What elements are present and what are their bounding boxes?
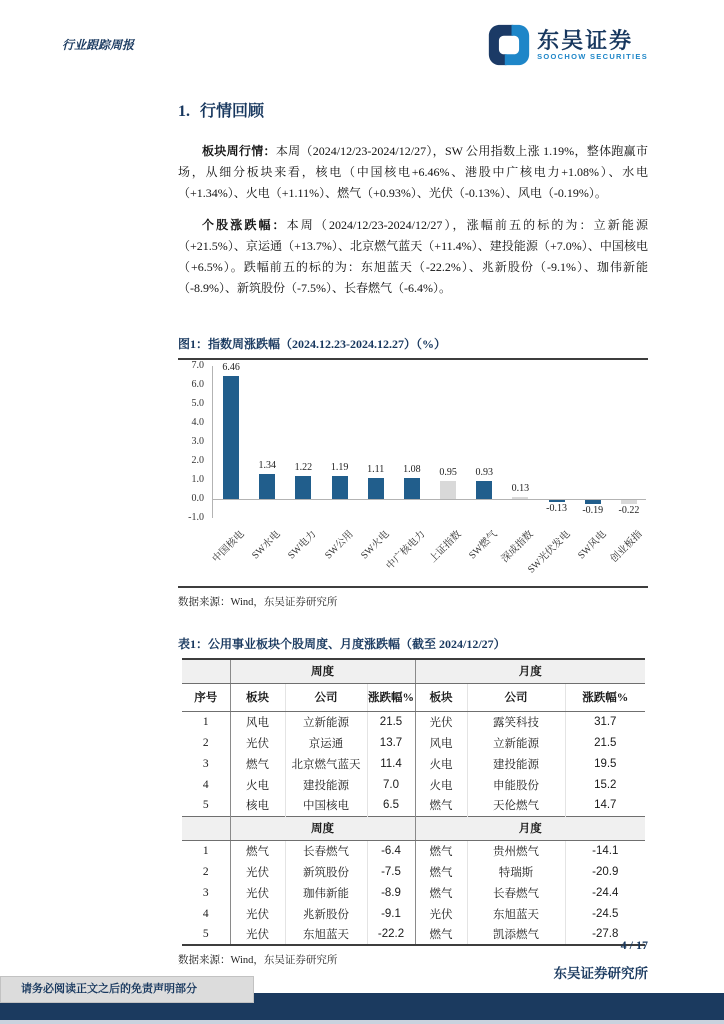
table-cell: 燃气: [230, 840, 285, 861]
x-axis-line: [213, 499, 646, 500]
chart-bar: [621, 500, 637, 504]
y-tick-label: -1.0: [188, 512, 204, 523]
report-body: [178, 0, 648, 967]
category-label: 中广核电力: [384, 528, 428, 572]
table-row: [182, 753, 645, 774]
table-cell: 火电: [415, 753, 467, 774]
table-cell: 光伏: [230, 882, 285, 903]
table-row: [182, 840, 645, 861]
table-cell: 燃气: [415, 924, 467, 945]
table-cell: 光伏: [415, 711, 467, 732]
bar-value-label: 6.46: [222, 362, 240, 374]
figure1-caption: [178, 335, 648, 358]
chart-bar: [368, 478, 384, 499]
category-label: SW电力: [286, 528, 320, 562]
category-label: SW光伏发电: [525, 528, 573, 576]
table-cell: -9.1: [367, 903, 415, 924]
table-cell: [182, 659, 230, 683]
bar-value-label: -0.13: [546, 503, 567, 515]
table1-source: 数据来源：Wind，东吴证券研究所: [178, 955, 338, 966]
chart-bar: [332, 476, 348, 499]
y-tick-label: 6.0: [191, 379, 204, 390]
bar-value-label: 0.93: [475, 467, 493, 479]
table-cell: 长春燃气: [467, 882, 565, 903]
table-cell: 11.4: [367, 753, 415, 774]
y-tick-label: 7.0: [191, 360, 204, 371]
section-title-text: 行情回顾: [200, 103, 265, 120]
table-cell: 光伏: [230, 903, 285, 924]
paragraph-text: 本周（2024/12/23-2024/12/27），涨幅前五的标的为：立新能源（+21.5%）、京运通（+13.7%）、北京燃气蓝天（+11.4%）、建投能源（+7.0%）、中国核电（+6.5%）。跌幅前五的标的为：东旭蓝天（-22.2%）、兆新股份（-9.1%）、珈伟新能（-8.9%）、新筑股份（-7.5%）、长春燃气（-6.4%）。: [178, 218, 648, 295]
table-cell: 珈伟新能: [285, 882, 367, 903]
chart-bar: [295, 476, 311, 499]
table-cell: 涨跌幅%: [367, 683, 415, 711]
category-label: 深成指数: [499, 528, 537, 565]
table-cell: -27.8: [592, 928, 619, 940]
disclaimer-note: 请务必阅读正文之后的免责声明部分: [0, 976, 254, 1003]
bar-chart: [178, 360, 648, 582]
table-cell: 31.7: [594, 715, 617, 728]
category-label: 上证指数: [427, 528, 464, 565]
section-number: 1.: [178, 103, 190, 120]
table-cell: 北京燃气蓝天: [285, 753, 367, 774]
category-label: SW风电: [575, 528, 609, 562]
table-cell: 风电: [230, 711, 285, 732]
bar-value-label: -0.22: [618, 505, 640, 517]
table-cell: 燃气: [415, 795, 467, 816]
table-cell: 公司: [285, 683, 367, 711]
table-cell: -14.1: [592, 844, 619, 857]
chart-plot: [212, 362, 646, 518]
table-cell: 涨跌幅%: [565, 683, 645, 711]
table-row: [182, 795, 645, 816]
table-cell: 13.7: [367, 732, 415, 753]
table-cell: 中国核电: [285, 795, 367, 816]
table-cell: 燃气: [230, 753, 285, 774]
table-cell: [182, 816, 230, 840]
table-row: [182, 774, 645, 795]
table-cell: -20.9: [592, 865, 619, 878]
table-cell: 4: [182, 903, 230, 924]
chart-bar: [512, 497, 528, 499]
table-row: [182, 903, 645, 924]
table-cell: 贵州燃气: [467, 840, 565, 861]
table-cell: 京运通: [285, 732, 367, 753]
table-cell: 申能股份: [467, 774, 565, 795]
table-row: [182, 924, 645, 945]
category-label: SW火电: [358, 528, 392, 562]
bar-value-label: 0.13: [511, 482, 530, 494]
chart-x-axis-labels: [212, 522, 646, 582]
table-cell: 周度: [230, 816, 415, 840]
page-number: 4 / 17: [620, 938, 648, 952]
table-cell: 1: [182, 711, 230, 732]
chart-bar: [476, 481, 492, 499]
bar-value-label: -0.19: [582, 504, 604, 516]
table-row: [182, 861, 645, 882]
institute-name: 东吴证券研究所: [553, 966, 648, 981]
paragraph-lead: 个股涨跌幅：: [202, 218, 287, 232]
table-cell: 5: [182, 924, 230, 945]
table1-title-text: 公用事业板块个股周度、月度涨跌幅（截至 2024/12/27）: [208, 637, 506, 651]
table-cell: 2: [182, 732, 230, 753]
table1-caption: [178, 635, 648, 658]
table-cell: 3: [182, 753, 230, 774]
table-cell: 序号: [182, 683, 230, 711]
chart-bar: [440, 481, 456, 499]
table-cell: 4: [182, 774, 230, 795]
table-cell: 燃气: [415, 861, 467, 882]
bar-value-label: 0.95: [439, 466, 457, 478]
table-cell: 兆新股份: [285, 903, 367, 924]
table-cell: 建投能源: [467, 753, 565, 774]
table-cell: 1: [182, 840, 230, 861]
table-cell: 公司: [467, 683, 565, 711]
table-cell: 15.2: [594, 778, 617, 791]
table-cell: 19.5: [594, 757, 617, 770]
table-cell: -24.4: [592, 886, 619, 899]
table-cell: -22.2: [367, 924, 415, 945]
figure1-label: 图1：: [178, 337, 209, 351]
table1: [182, 658, 645, 946]
bar-value-label: 1.34: [258, 459, 276, 471]
paragraph-sector-weekly: [178, 141, 648, 204]
y-tick-label: 5.0: [191, 398, 204, 409]
report-type-label: 行业跟踪周报: [62, 38, 135, 52]
table-cell: 建投能源: [285, 774, 367, 795]
table-row: [182, 882, 645, 903]
table-band-row: [182, 816, 645, 840]
table-header-row: [182, 683, 645, 711]
figure1: [178, 335, 648, 609]
table-cell: 东旭蓝天: [467, 903, 565, 924]
y-tick-label: 3.0: [191, 436, 204, 447]
table-cell: 14.7: [594, 799, 617, 812]
table-cell: 21.5: [594, 736, 617, 749]
table-cell: -24.5: [592, 907, 619, 920]
table-cell: 长春燃气: [285, 840, 367, 861]
figure1-source: 数据来源：Wind，东吴证券研究所: [178, 597, 338, 608]
brand-name-cn: 东吴证券: [537, 27, 634, 53]
table-cell: 火电: [415, 774, 467, 795]
footer-bottom-strip: [0, 1020, 724, 1024]
category-label: 中国核电: [210, 528, 247, 565]
y-tick-label: 1.0: [191, 474, 204, 485]
category-label: SW燃气: [467, 528, 500, 562]
table-cell: 5: [182, 795, 230, 816]
table-cell: 凯添燃气: [467, 924, 565, 945]
table-cell: 立新能源: [467, 732, 565, 753]
table-cell: 3: [182, 882, 230, 903]
category-label: SW公用: [322, 528, 356, 562]
table-cell: 燃气: [415, 840, 467, 861]
table-row: [182, 711, 645, 732]
paragraph-text: 本周（2024/12/23-2024/12/27），SW 公用指数上涨 1.19%，整体跑赢市场，从细分板块来看，核电（中国核电+6.46%、港股中广核电力+1.08%）、水电（+1.34%）、火电（+1.11%）、燃气（+0.93%）、光伏（-0.13%）、风电（-0.19%）。: [178, 144, 648, 200]
table-cell: 立新能源: [285, 711, 367, 732]
table-cell: 光伏: [230, 924, 285, 945]
table-band-row: [182, 659, 645, 683]
table-cell: 周度: [230, 659, 415, 683]
table-cell: 光伏: [230, 861, 285, 882]
category-label: SW水电: [250, 528, 283, 562]
section-title: [178, 98, 648, 121]
table-cell: 板块: [415, 683, 467, 711]
paragraph-lead: 板块周行情：: [202, 144, 276, 158]
figure1-chart-area: [178, 360, 648, 588]
table-cell: 东旭蓝天: [285, 924, 367, 945]
table-cell: 月度: [415, 816, 645, 840]
table-cell: 光伏: [415, 903, 467, 924]
table-cell: 2: [182, 861, 230, 882]
table-cell: 月度: [415, 659, 645, 683]
y-tick-label: 2.0: [191, 455, 204, 466]
bar-value-label: 1.19: [330, 462, 349, 474]
bar-value-label: 1.11: [367, 463, 385, 475]
table-cell: 风电: [415, 732, 467, 753]
table-cell: -8.9: [367, 882, 415, 903]
chart-bar: [549, 500, 565, 502]
bar-value-label: 1.22: [294, 461, 313, 473]
chart-y-axis: [178, 360, 210, 523]
figure1-title-text: 指数周涨跌幅（2024.12.23-2024.12.27）（%）: [208, 337, 447, 351]
paragraph-stock-moves: [178, 215, 648, 299]
y-tick-label: 0.0: [191, 493, 204, 504]
table-cell: 板块: [230, 683, 285, 711]
brand-name-en: SOOCHOW SECURITIES: [537, 52, 648, 62]
table-cell: 21.5: [367, 711, 415, 732]
table-cell: 核电: [230, 795, 285, 816]
table1-label: 表1：: [178, 637, 209, 651]
table-cell: 燃气: [415, 882, 467, 903]
y-tick-label: 4.0: [191, 417, 204, 428]
table-cell: 天伦燃气: [467, 795, 565, 816]
table-row: [182, 732, 645, 753]
chart-bar: [259, 474, 275, 499]
table-cell: 火电: [230, 774, 285, 795]
table1-block: [178, 635, 648, 967]
table-cell: 特瑞斯: [467, 861, 565, 882]
table-cell: 光伏: [230, 732, 285, 753]
chart-bar: [585, 500, 601, 504]
table-cell: 7.0: [367, 774, 415, 795]
chart-bar: [223, 376, 239, 499]
bar-value-label: 1.08: [403, 464, 421, 476]
table-cell: -6.4: [367, 840, 415, 861]
table-cell: 露笑科技: [467, 711, 565, 732]
table-cell: -7.5: [367, 861, 415, 882]
table-cell: 新筑股份: [285, 861, 367, 882]
chart-bar: [404, 478, 420, 499]
table-cell: 6.5: [367, 795, 415, 816]
category-label: 创业板指: [608, 528, 645, 565]
